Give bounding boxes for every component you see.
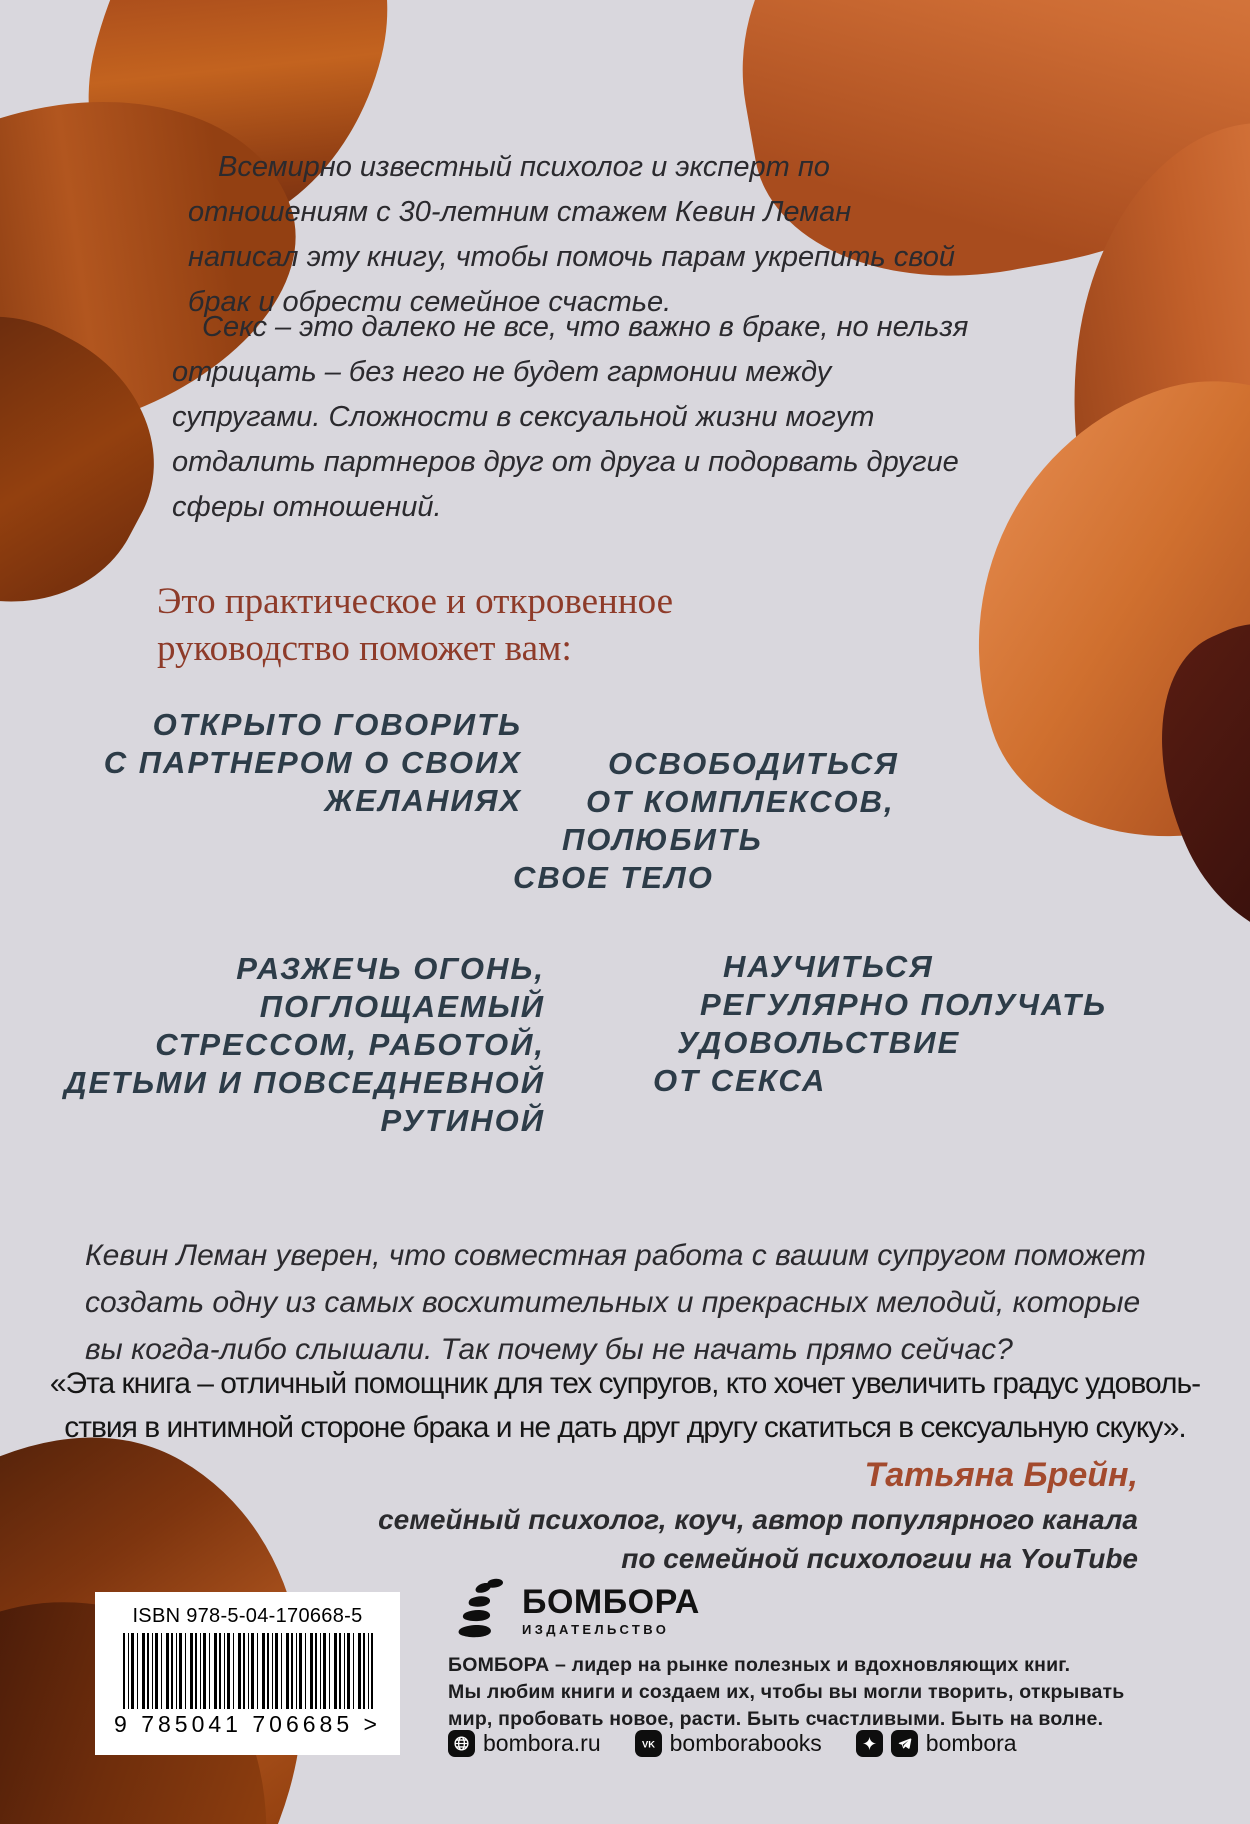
reviewer-credit-line-2: по семейной психологии на YouTube [621,1543,1138,1574]
social-label-bombora: bombora [925,1730,1017,1756]
benefit-line: ПОГЛОЩАЕМЫЙ [259,989,545,1024]
bombora-logo-icon [458,1578,510,1645]
bombora-wordmark [522,1578,700,1637]
benefit-block-regular-pleasure [653,948,1107,1100]
benefit-line: СВОЕ ТЕЛО [513,860,714,895]
isbn-box [95,1592,400,1755]
publisher-description-line-3: мир, пробовать новое, расти. Быть счастливыми. Быть на волне. [448,1708,1104,1730]
benefit-line: ПОЛЮБИТЬ [562,822,763,857]
reviewer-credit-line-1: семейный психолог, коуч, автор популярного канала [378,1504,1138,1535]
telegram-icon [891,1730,918,1757]
svg-text:VK: VK [641,1739,655,1750]
publisher-description-line-2: Мы любим книги и создаем их, чтобы вы могли творить, открывать [448,1681,1125,1703]
benefit-line: РАЗЖЕЧЬ ОГОНЬ, [236,951,545,986]
benefit-line: ДЕТЬМИ И ПОВСЕДНЕВНОЙ [64,1065,545,1100]
benefit-line: РЕГУЛЯРНО ПОЛУЧАТЬ [700,987,1108,1022]
benefit-block-speak-openly [60,706,522,820]
benefit-line: ОСВОБОДИТЬСЯ [608,746,899,781]
section-heading-line-1: Это практическое и откровенное [157,581,673,622]
benefit-line: С ПАРТНЕРОМ О СВОИХ [103,745,522,780]
bombora-logo [458,1578,700,1645]
globe-icon [448,1730,475,1757]
barcode [123,1633,373,1709]
social-row [448,1730,1017,1757]
vk-icon [635,1730,662,1757]
social-label-vk: bomborabooks [669,1730,822,1756]
social-item-bombora [856,1730,1017,1757]
intro-paragraph-2: Секс – это далеко не все, что важно в браке, но нельзя отрицать – без него не будет гармонии между супругами. Сложности в сексуальной жизни могут отдалить партнеров друг от друга и подорвать другие сферы отношений. [172,311,969,523]
reviewer-name: Татьяна Брейн, [864,1456,1138,1494]
barcode-digits: 9 785041 706685 > [114,1711,381,1737]
intro-paragraph-1: Всемирно известный психолог и эксперт по отношениям с 30-летним стажем Кевин Леман написал эту книгу, чтобы помочь парам укрепить свой брак и обрести семейное счастье. [188,151,955,318]
benefit-line: СТРЕССОМ, РАБОТОЙ, [155,1027,545,1062]
dzen-icon [856,1730,883,1757]
publisher-subtitle: ИЗДАТЕЛЬСТВО [522,1622,670,1637]
publisher-name: БОМБОРА [522,1583,700,1621]
section-heading-line-2: руководство поможет вам: [157,628,572,669]
conclusion-paragraph: Кевин Леман уверен, что совместная работа с вашим супругом поможет создать одну из самых восхитительных и прекрасных мелодий, которые вы когда-либо слышали. Так почему бы не начать прямо сейчас? [85,1239,1146,1366]
isbn-label: ISBN 978-5-04-170668-5 [132,1605,363,1627]
benefit-line: ОТ СЕКСА [653,1063,827,1098]
publisher-description [448,1652,1125,1733]
social-label-site: bombora.ru [483,1730,601,1756]
benefit-block-free-from-complexes [513,745,899,897]
reviewer-credit [378,1500,1138,1578]
benefit-line: ОТ КОМПЛЕКСОВ, [586,784,895,819]
review-quote-line-1: «Эта книга – отличный помощник для тех супругов, кто хочет увеличить градус удоволь- [49,1367,1201,1400]
benefit-line: НАУЧИТЬСЯ [723,949,934,984]
benefit-line: ЖЕЛАНИЯХ [324,783,522,818]
benefit-line: ОТКРЫТО ГОВОРИТЬ [152,707,522,742]
review-quote [0,1362,1250,1450]
benefit-line: УДОВОЛЬСТВИЕ [677,1025,961,1060]
social-item-vk [635,1730,822,1757]
social-item-site [448,1730,601,1757]
section-heading [157,578,673,672]
review-quote-line-2: ствия в интимной стороне брака и не дать друг другу скатиться в сексуальную скуку». [64,1411,1186,1444]
publisher-description-line-1: БОМБОРА – лидер на рынке полезных и вдохновляющих книг. [448,1654,1071,1676]
benefit-line: РУТИНОЙ [380,1103,545,1138]
benefit-block-rekindle-fire [40,950,545,1140]
